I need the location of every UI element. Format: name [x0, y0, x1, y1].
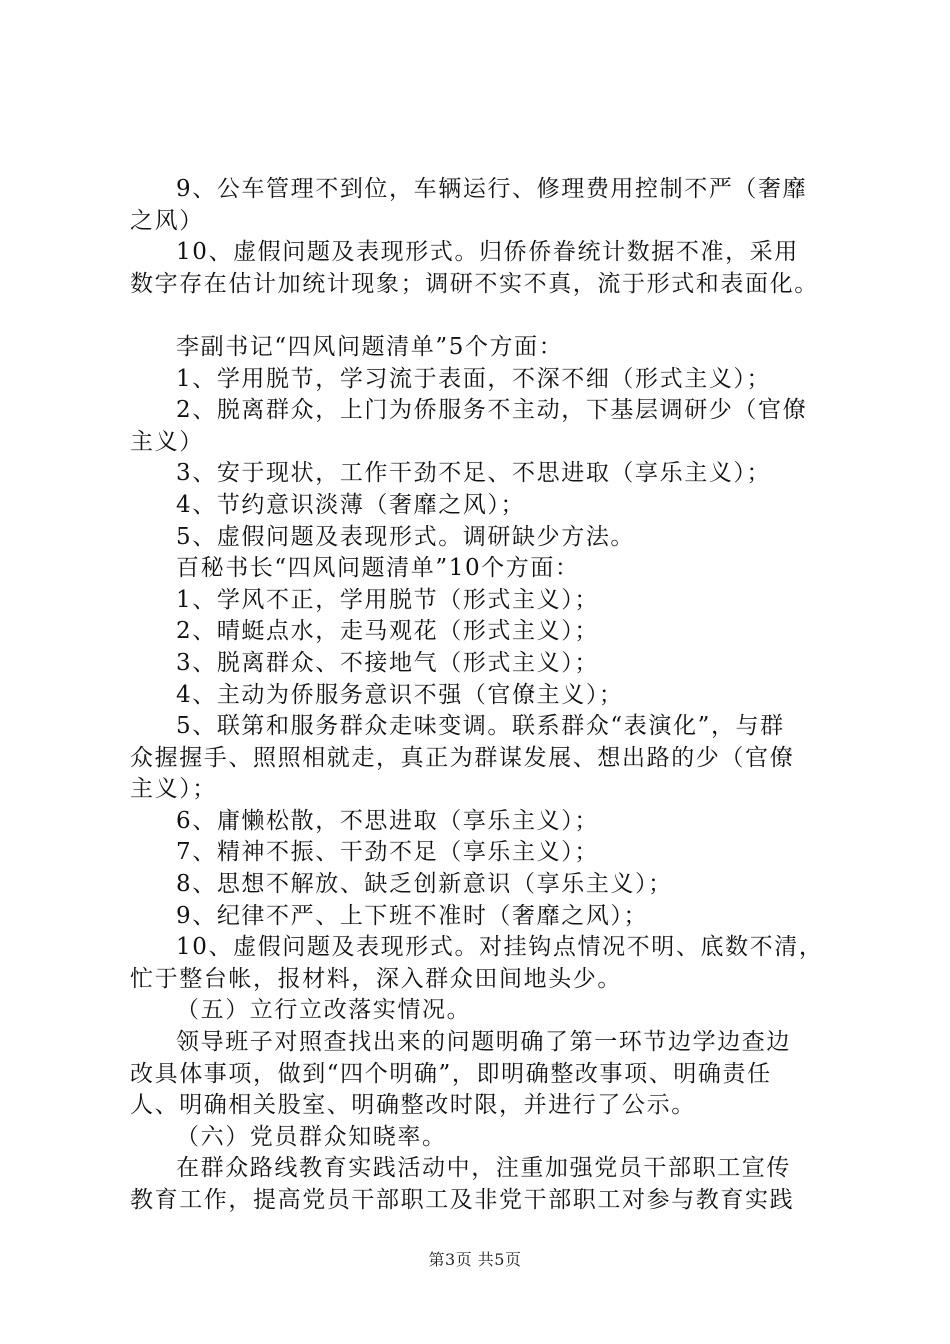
- text-line: 1、学风不正，学用脱节（形式主义）；: [176, 586, 599, 613]
- text-line: 5、联第和服务群众走味变调。联系群众“表演化”，与群: [176, 713, 785, 740]
- page-number-footer: 第3页 共5页: [428, 1250, 522, 1269]
- text-line: 4、主动为侨服务意识不强（官僚主义）；: [176, 681, 624, 708]
- text-line: 主义）；: [130, 776, 217, 803]
- text-line: 领导班子对照查找出来的问题明确了第一环节边学边查边: [176, 1029, 791, 1056]
- text-line: 教育工作，提高党员干部职工及非党干部职工对参与教育实践: [130, 1187, 795, 1213]
- section-heading: （五）立行立改落实情况。: [176, 997, 472, 1024]
- text-line: 改具体事项，做到“四个明确”，即明确整改事项、明确责任: [130, 1060, 772, 1087]
- paragraph-gap: [130, 300, 850, 332]
- text-line: 3、脱离群众、不接地气（形式主义）；: [176, 649, 599, 676]
- text-line: 8、思想不解放、缺乏创新意识（享乐主义）；: [176, 871, 673, 898]
- text-line: 忙于整台帐，报材料，深入群众田间地头少。: [130, 965, 622, 992]
- text-line: 6、庸懒松散，不思进取（享乐主义）；: [176, 807, 599, 834]
- text-line: 7、精神不振、干劲不足（享乐主义）；: [176, 839, 599, 866]
- text-line: 5、虚假问题及表现形式。调研缺少方法。: [176, 523, 636, 550]
- text-line: 9、纪律不严、上下班不准时（奢靡之风）；: [176, 902, 649, 929]
- text-line: 李副书记“四风问题清单”5个方面：: [176, 333, 564, 360]
- text-line: 众握握手、照照相就走，真正为群谋发展、想出路的少（官僚: [130, 744, 795, 771]
- text-line: 人、明确相关股室、明确整改时限，并进行了公示。: [130, 1092, 696, 1119]
- text-line: 10、虚假问题及表现形式。对挂钩点情况不明、底数不清，: [176, 934, 824, 961]
- text-line: 数字存在估计加统计现象；调研不实不真，流于形式和表面化。: [130, 270, 819, 297]
- text-line: 百秘书长“四风问题清单”10个方面：: [176, 555, 580, 582]
- text-line: 2、脱离群众，上门为侨服务不主动，下基层调研少（官僚: [176, 397, 808, 424]
- text-line: 9、公车管理不到位，车辆运行、修理费用控制不严（奢靡: [176, 176, 808, 202]
- text-line: 主义）: [130, 428, 204, 455]
- text-line: 10、虚假问题及表现形式。归侨侨眷统计数据不准，采用: [176, 239, 799, 266]
- text-line: 3、安于现状，工作干劲不足、不思进取（享乐主义）；: [176, 460, 772, 487]
- document-body: [130, 174, 850, 1217]
- text-line: 在群众路线教育实践活动中，注重加强党员干部职工宣传: [176, 1155, 791, 1182]
- text-line: 之风）: [130, 207, 204, 234]
- text-line: 4、节约意识淡薄（奢靡之风）；: [176, 491, 526, 518]
- text-line: 1、学用脱节，学习流于表面，不深不细（形式主义）；: [176, 365, 772, 392]
- text-line: 2、晴蜓点水，走马观花（形式主义）；: [176, 618, 599, 645]
- section-heading: （六）党员群众知晓率。: [176, 1123, 447, 1150]
